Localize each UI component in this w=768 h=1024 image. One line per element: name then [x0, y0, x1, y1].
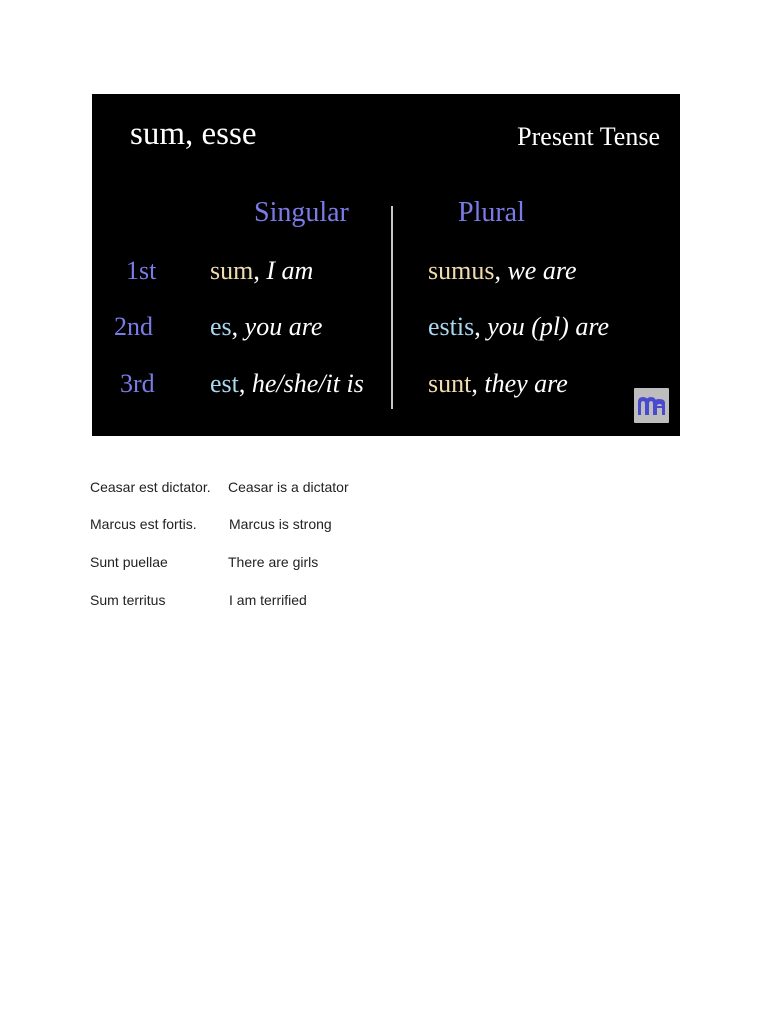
singular-cell-2nd: es, you are	[210, 312, 323, 341]
english-meaning: they are	[484, 369, 568, 398]
sentence-english-1: Ceasar is a dictator	[228, 479, 349, 495]
english-meaning: you are	[244, 312, 323, 341]
latin-form: es	[210, 312, 232, 341]
latin-form: estis	[428, 312, 475, 341]
latin-form: sumus	[428, 256, 495, 285]
plural-cell-3rd: sunt, they are	[428, 369, 568, 398]
row-label-1st: 1st	[126, 256, 157, 285]
singular-cell-1st: sum, I am	[210, 256, 314, 285]
sentence-english-4: I am terrified	[229, 592, 307, 608]
plural-cell-1st: sumus, we are	[428, 256, 577, 285]
latin-form: sum	[210, 256, 254, 285]
sentence-english-3: There are girls	[228, 554, 319, 570]
singular-cell-3rd: est, he/she/it is	[210, 369, 364, 398]
columns-building-icon	[634, 388, 669, 423]
row-label-3rd: 3rd	[120, 369, 155, 398]
latin-form: sunt	[428, 369, 472, 398]
sentence-latin-3: Sunt puellae	[90, 554, 168, 570]
column-header-plural: Plural	[458, 197, 525, 228]
column-divider	[391, 206, 393, 409]
logo-graphic	[634, 388, 669, 423]
english-meaning: you (pl) are	[487, 312, 610, 341]
tense-label: Present Tense	[517, 122, 660, 151]
english-meaning: I am	[266, 256, 314, 285]
sentence-english-2: Marcus is strong	[229, 516, 332, 532]
latin-form: est	[210, 369, 239, 398]
sentence-latin-4: Sum territus	[90, 592, 166, 608]
sentence-latin-2: Marcus est fortis.	[90, 516, 197, 532]
english-meaning: we are	[507, 256, 577, 285]
plural-cell-2nd: estis, you (pl) are	[428, 312, 610, 341]
sentence-latin-1: Ceasar est dictator.	[90, 479, 211, 495]
column-header-singular: Singular	[254, 197, 349, 228]
english-meaning: he/she/it is	[251, 369, 364, 398]
row-label-2nd: 2nd	[114, 312, 153, 341]
conjugation-slide	[92, 94, 680, 436]
slide-title: sum, esse	[130, 116, 257, 152]
